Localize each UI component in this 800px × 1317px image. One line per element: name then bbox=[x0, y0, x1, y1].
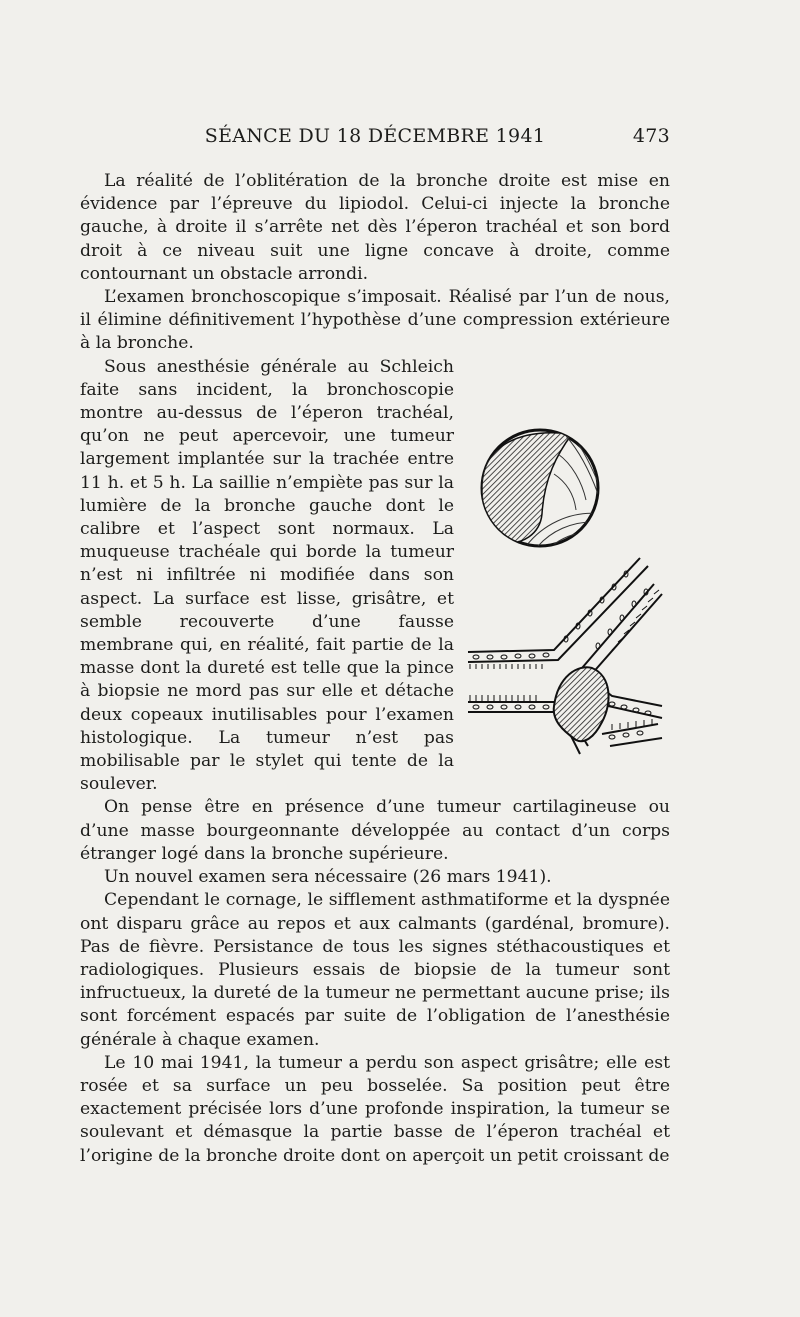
paragraph: Cependant le cornage, le sifflement asthmatiforme et la dyspnée ont disparu grâce au repos et aux calmants (gardénal, bromure). Pas de fièvre. Persistance de tous les signes stéthacoustiques et radiologiques. Plusieurs essais de biopsie de la tumeur sont infructueux, la dureté de la tumeur ne permettant aucune prise; ils sont forcément espacés par suite de l’obligation de l’anesthésie générale à chaque examen. bbox=[80, 890, 670, 1050]
bronchoscopy-illustration-icon bbox=[462, 424, 670, 780]
paragraph: Le 10 mai 1941, la tumeur a perdu son aspect grisâtre; elle est rosée et sa surface un peu bosselée. Sa position peut être exactement précisée lors d’une profonde inspiration, la tumeur se soulevant et démasque la partie basse de l’éperon trachéal et l’origine de la bronche droite dont on aperçoit un petit croissant de bbox=[80, 1052, 670, 1166]
tumour-mass bbox=[554, 667, 609, 741]
body-text bbox=[80, 170, 670, 1168]
paragraph: Un nouvel examen sera nécessaire (26 mars 1941). bbox=[104, 867, 552, 888]
page-number: 473 bbox=[632, 125, 670, 147]
bronchoscopy-figure bbox=[462, 424, 670, 780]
paragraph: L’examen bronchoscopique s’imposait. Réalisé par l’un de nous, il élimine définitivement l’hypothèse d’une compression extérieure à la bronche. bbox=[80, 287, 670, 354]
header-title: SÉANCE DU 18 DÉCEMBRE 1941 bbox=[204, 125, 546, 147]
paragraph: Sous anesthésie générale au Schleich faite sans incident, la bronchoscopie montre au-dessus de l’éperon trachéal, qu’on ne peut apercevoir, une tumeur largement implantée sur la trachée entre 11 h. et 5 h. La saillie n’empiète pas sur la lumière de la bronche gauche dont le calibre et l’aspect sont normaux. La muqueuse trachéale qui borde la tumeur n’est ni infiltrée ni modifiée dans son aspect. La surface est lisse, grisâtre, et semble recouverte d’une fausse membrane qui, en réalité, fait partie de la masse dont la dureté est telle que la pince à biopsie ne mord pas sur elle et détache deux copeaux inutilisables pour l’examen histologique. La tumeur n’est pas mobilisable par le stylet qui tente de la soulever. bbox=[80, 356, 454, 795]
paragraph: On pense être en présence d’une tumeur cartilagineuse ou d’une masse bourgeonnante développée au contact d’un corps étranger logé dans la bronche supérieure. bbox=[80, 797, 670, 864]
paragraph: La réalité de l’oblitération de la bronche droite est mise en évidence par l’épreuve du lipiodol. Celui-ci injecte la bronche gauche, à droite il s’arrête net dès l’éperon trachéal et son bord droit à ce niveau suit une ligne concave à droite, comme contournant un obstacle arrondi. bbox=[80, 171, 670, 284]
endoscopic-view bbox=[482, 430, 602, 558]
